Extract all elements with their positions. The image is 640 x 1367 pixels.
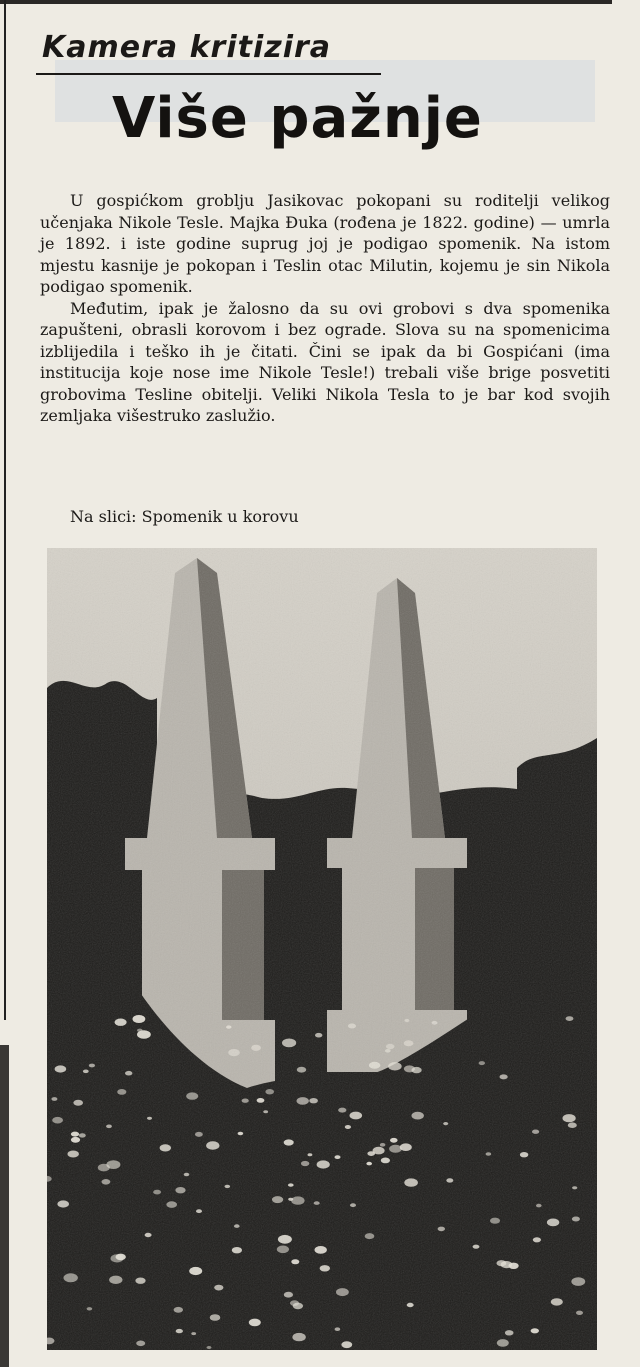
left-border bbox=[4, 0, 6, 1020]
photo-caption: Na slici: Spomenik u korovu bbox=[70, 507, 299, 526]
kicker-underline bbox=[36, 73, 381, 75]
adjacent-page-strip bbox=[0, 1045, 9, 1367]
article-body bbox=[40, 190, 610, 427]
top-border bbox=[0, 0, 612, 4]
photo-illustration bbox=[47, 548, 597, 1350]
photo-grain bbox=[47, 548, 597, 1350]
gravestones-photo bbox=[47, 548, 597, 1350]
paragraph-2: Međutim, ipak je žalosno da su ovi grobovi s dva spomenika zapušteni, obrasli korovom i bez ograde. Slova su na spomenicima izblijedila i teško ih je čitati. Čini se ipak da bi Gospićani (ima institucija koje nose ime Nikole Tesle!) trebali više brige posvetiti grobovima Tesline obitelji. Veliki Nikola Tesla to je bar kod svojih zemljaka višestruko zaslužio. bbox=[40, 298, 610, 425]
paragraph-1: U gospićkom groblju Jasikovac pokopani su roditelji velikog učenjaka Nikole Tesle. Majka Đuka (rođena je 1822. godine) — umrla je 1892. i iste godine suprug joj je podigao spomenik. Na istom mjestu kasnije je pokopan i Teslin otac Milutin, kojemu je sin Nikola podigao spomenik. bbox=[40, 191, 610, 296]
article-headline: Više pažnje bbox=[112, 86, 483, 151]
section-kicker: Kamera kritizira bbox=[42, 30, 332, 65]
